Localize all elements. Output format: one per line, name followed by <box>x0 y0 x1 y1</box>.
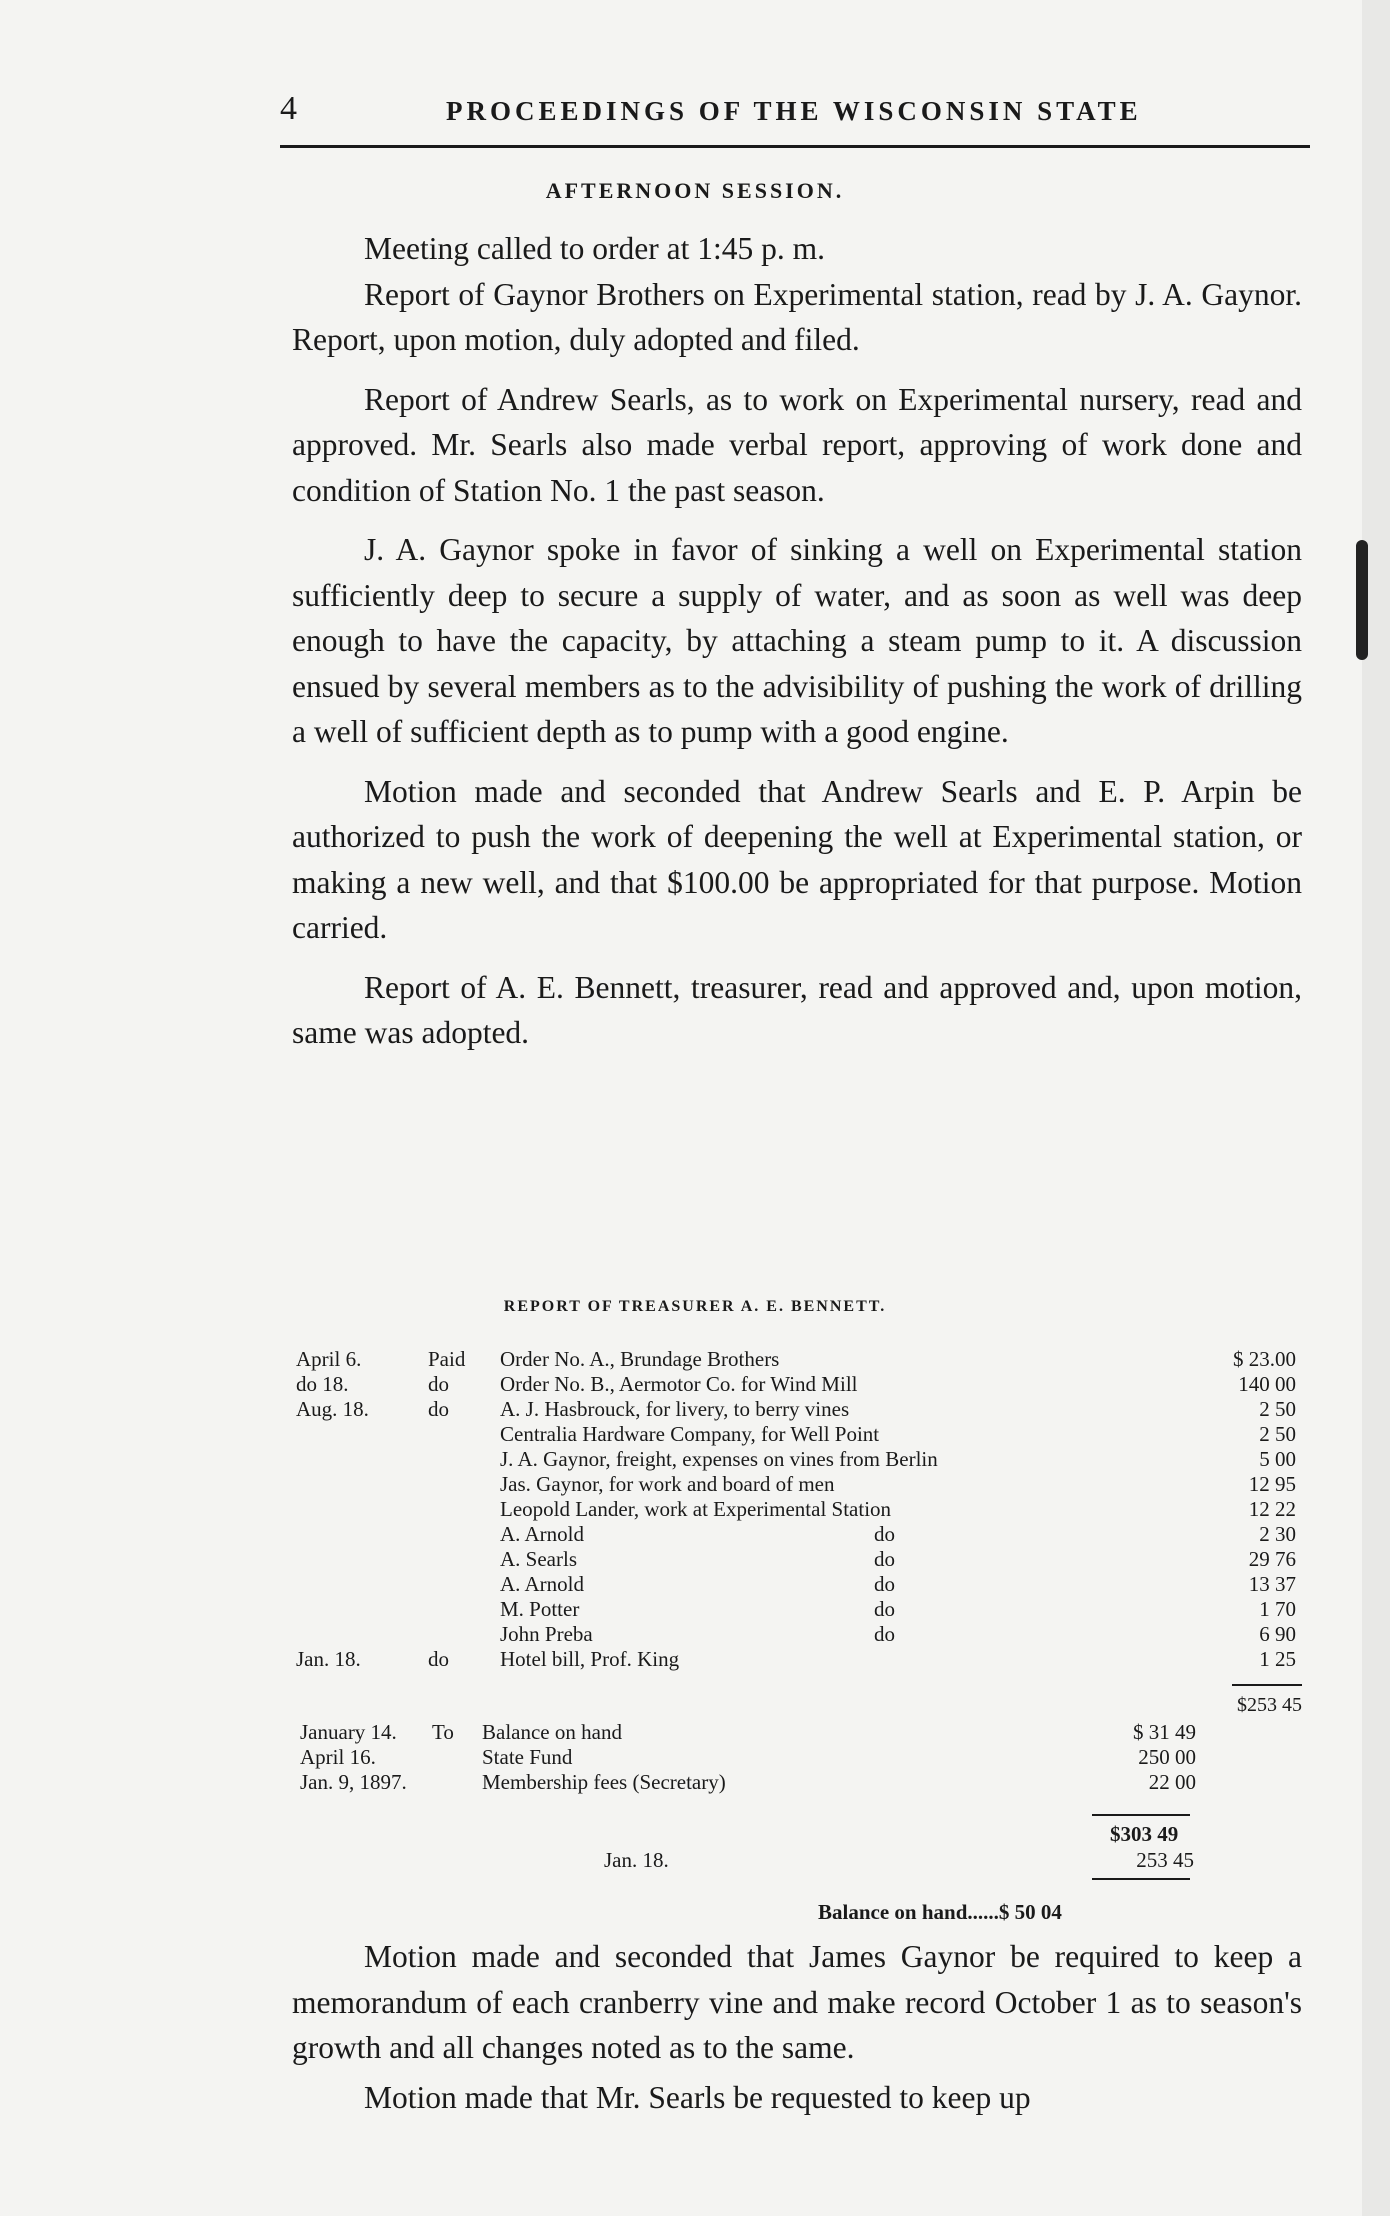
entry-date: Jan. 9, 1897. <box>300 1770 407 1794</box>
entry-ditto: do <box>874 1547 895 1571</box>
entry-desc: Order No. A., Brundage Brothers <box>500 1347 780 1371</box>
entry-amount: $ 31 49 <box>1133 1720 1196 1744</box>
entry-desc: Membership fees (Secretary) <box>482 1770 726 1794</box>
entry-date: April 16. <box>300 1745 376 1769</box>
total-rule <box>1232 1684 1302 1686</box>
entry-desc: Hotel bill, Prof. King <box>500 1647 680 1671</box>
entry-amount: 29 76 <box>1248 1547 1296 1571</box>
entry-desc: John Preba <box>500 1622 593 1646</box>
entry-desc: A. Arnold <box>500 1522 584 1546</box>
binding-shadow <box>1356 540 1368 660</box>
paragraph: Report of A. E. Bennett, treasurer, read and approved and, upon motion, same was adopted. <box>292 969 1302 1050</box>
table-row <box>296 1472 1296 1497</box>
entry-ditto: do <box>874 1522 895 1546</box>
final-balance <box>818 1900 1062 1925</box>
entry-paid: do <box>428 1372 449 1396</box>
entry-desc: Jas. Gaynor, for work and board of men <box>500 1472 835 1496</box>
entry-date: January 14. <box>300 1720 397 1744</box>
entry-ditto: do <box>874 1572 895 1596</box>
page-edge <box>1362 0 1390 2216</box>
entry-date: Jan. 18. <box>296 1647 361 1671</box>
subtotal-rule <box>1092 1814 1190 1816</box>
minutes-body <box>292 226 1302 1070</box>
table-row <box>296 1597 1296 1622</box>
receipts-table <box>300 1720 1200 1795</box>
table-row <box>296 1497 1296 1522</box>
entry-paid: Paid <box>428 1347 466 1371</box>
entry-amount: 1 70 <box>1259 1597 1296 1621</box>
entry-paid: do <box>428 1397 449 1421</box>
table-row <box>296 1372 1296 1397</box>
entry-ditto: do <box>874 1622 895 1646</box>
balance-rule <box>1092 1878 1190 1880</box>
entry-amount: 250 00 <box>1138 1745 1196 1769</box>
table-row <box>300 1770 1200 1795</box>
entry-ditto: do <box>874 1597 895 1621</box>
less-amount: 253 45 <box>1136 1848 1194 1872</box>
running-title: PROCEEDINGS OF THE WISCONSIN STATE <box>446 96 1142 126</box>
page-header <box>280 90 1280 140</box>
entry-date: April 6. <box>296 1347 362 1371</box>
entry-desc: State Fund <box>482 1745 573 1769</box>
paragraph: J. A. Gaynor spoke in favor of sinking a well on Experimental station sufficiently deep to secure a supply of water, and as soon as well was deep enough to have the capacity, by attaching a steam pump to it. A discussion ensued by several members as to the advisibility of pushing the work of drilling a well of sufficient depth as to pump with a good engine. <box>292 532 1302 749</box>
entry-to: To <box>432 1720 454 1744</box>
entry-amount: 2 50 <box>1259 1397 1296 1421</box>
paragraph: Motion made and seconded that James Gaynor be required to keep a memorandum of each cranberry vine and make record October 1 as to season's growth and all changes noted as to the same. <box>292 1939 1302 2065</box>
entry-desc: M. Potter <box>500 1597 580 1621</box>
entry-desc: Order No. B., Aermotor Co. for Wind Mill <box>500 1372 858 1396</box>
paragraph: Motion made that Mr. Searls be requested to keep up <box>364 2079 1031 2115</box>
entry-desc: Balance on hand <box>482 1720 622 1744</box>
page-number: 4 <box>280 90 297 127</box>
header-rule <box>280 145 1310 148</box>
entry-date: Aug. 18. <box>296 1397 369 1421</box>
closing-body <box>292 1934 1302 2120</box>
paragraph: Meeting called to order at 1:45 p. m. <box>364 231 825 266</box>
entry-desc: A. J. Hasbrouck, for livery, to berry vines <box>500 1397 850 1421</box>
entry-amount: 5 00 <box>1259 1447 1296 1471</box>
entry-amount: 1 25 <box>1259 1647 1296 1671</box>
report-title: REPORT OF TREASURER A. E. BENNETT. <box>503 1298 887 1315</box>
table-row <box>296 1347 1296 1372</box>
entry-desc: Leopold Lander, work at Experimental Station <box>500 1497 892 1521</box>
entry-desc: A. Arnold <box>500 1572 584 1596</box>
less-date: Jan. 18. <box>604 1848 669 1872</box>
entry-desc: A. Searls <box>500 1547 577 1571</box>
table-row <box>296 1647 1296 1672</box>
entry-amount: 12 22 <box>1248 1497 1296 1521</box>
entry-desc: J. A. Gaynor, freight, expenses on vines from Berlin <box>500 1447 938 1471</box>
entry-amount: 13 37 <box>1248 1572 1296 1596</box>
entry-paid: do <box>428 1647 449 1671</box>
balance-amount: $ 50 04 <box>998 1900 1062 1924</box>
entry-amount: 12 95 <box>1248 1472 1296 1496</box>
entry-amount: $ 23.00 <box>1233 1347 1296 1371</box>
entry-desc: Centralia Hardware Company, for Well Point <box>500 1422 880 1446</box>
table-row <box>296 1422 1296 1447</box>
table-row <box>300 1720 1200 1745</box>
table-row <box>296 1522 1296 1547</box>
entry-amount: 2 50 <box>1259 1422 1296 1446</box>
session-heading: AFTERNOON SESSION. <box>545 178 845 203</box>
paragraph: Report of Gaynor Brothers on Experimental station, read by J. A. Gaynor. Report, upon motion, duly adopted and filed. <box>292 276 1302 357</box>
entry-date: do 18. <box>296 1372 349 1396</box>
balance-label: Balance on hand...... <box>818 1900 999 1924</box>
table-row <box>296 1547 1296 1572</box>
less-row <box>604 1848 1194 1873</box>
paragraph: Report of Andrew Searls, as to work on Experimental nursery, read and approved. Mr. Searls also made verbal report, approving of work done and condition of Station No. 1 the past season. <box>292 381 1302 508</box>
entry-amount: 140 00 <box>1238 1372 1296 1396</box>
entry-amount: 22 00 <box>1148 1770 1196 1794</box>
table-row <box>296 1622 1296 1647</box>
disbursement-table <box>296 1347 1296 1672</box>
table-row <box>296 1572 1296 1597</box>
table-row <box>300 1745 1200 1770</box>
table-row <box>296 1397 1296 1422</box>
paragraph: Motion made and seconded that Andrew Searls and E. P. Arpin be authorized to push the work of deepening the well at Experimental station, or making a new well, and that $100.00 be appropriated for that purpose. Motion carried. <box>292 773 1302 945</box>
entry-amount: 6 90 <box>1259 1622 1296 1646</box>
entry-amount: 2 30 <box>1259 1522 1296 1546</box>
disbursement-total: $253 45 <box>1237 1694 1302 1716</box>
receipts-total: $303 49 <box>1110 1822 1179 1846</box>
table-row <box>296 1447 1296 1472</box>
